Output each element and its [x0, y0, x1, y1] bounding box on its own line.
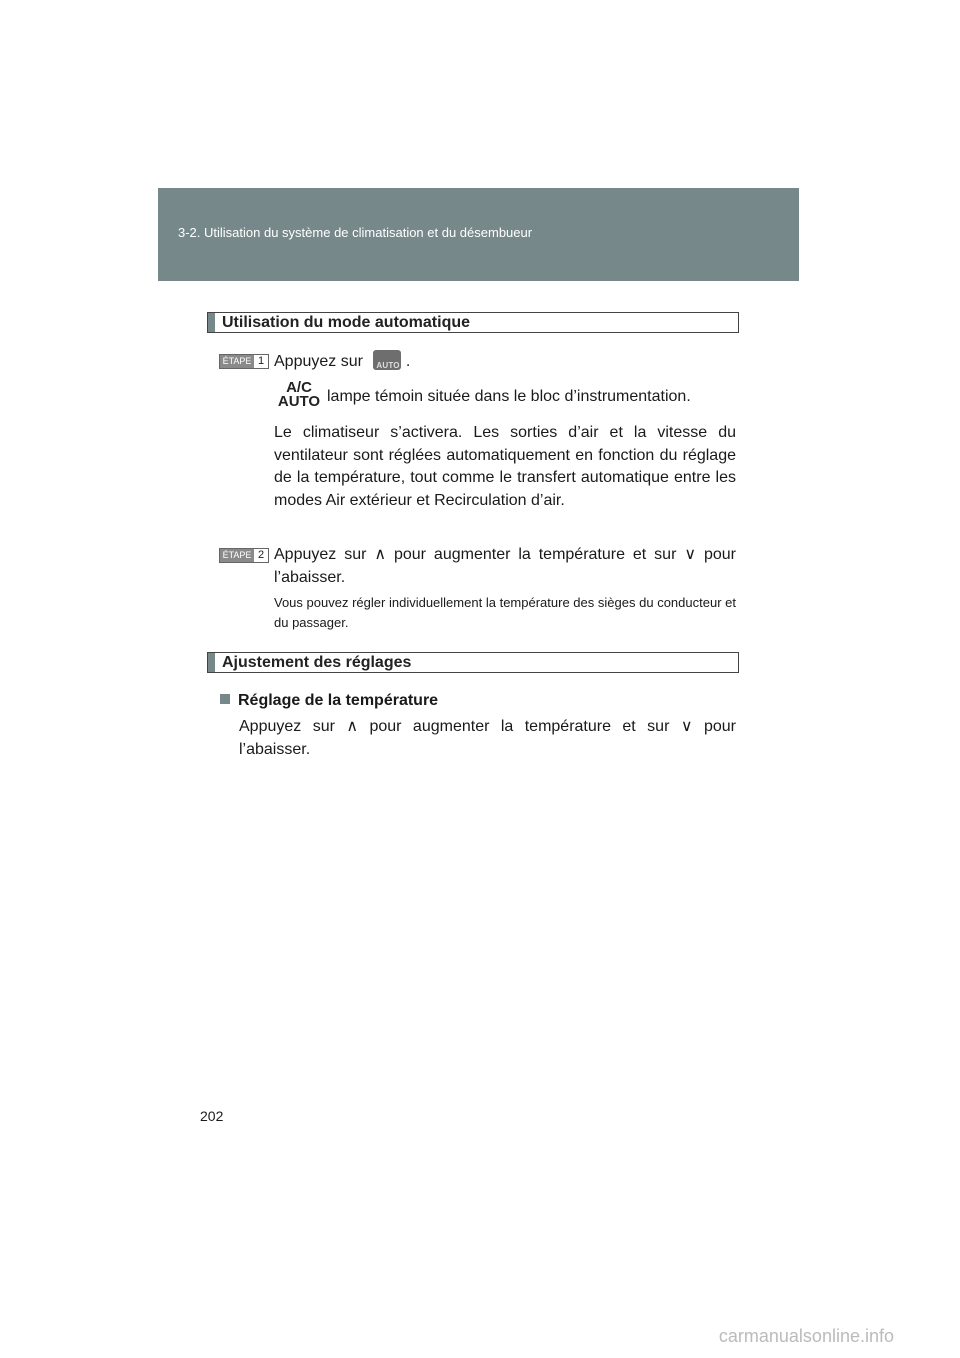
step-1-period: .	[405, 353, 411, 370]
indicator-text: lampe témoin située dans le bloc d’instrumentation.	[327, 388, 691, 405]
bullet-square-icon	[220, 694, 230, 704]
section-title-bar	[208, 653, 215, 672]
section-title-text: Ajustement des réglages	[222, 654, 412, 671]
section-header: 3-2. Utilisation du système de climatisation et du désembueur	[178, 225, 533, 240]
section-title-bar	[208, 313, 215, 332]
step-2-text: Appuyez sur ∧ pour augmenter la température et sur ∨ pour l’abaisser.	[274, 546, 736, 586]
section-title-auto-mode	[207, 312, 739, 333]
step-badge-label: ÉTAPE	[220, 355, 254, 368]
footer-watermark: carmanualsonline.info	[718, 1326, 894, 1346]
step-1-badge	[219, 354, 269, 369]
step-badge-label: ÉTAPE	[220, 549, 254, 562]
temperature-text: Appuyez sur ∧ pour augmenter la température et sur ∨ pour l’abaisser.	[239, 718, 736, 758]
step-badge-number: 1	[257, 355, 265, 367]
step-badge-number: 2	[257, 549, 265, 561]
ac-auto-indicator-icon: A/C AUTO	[277, 379, 321, 410]
section-title-text: Utilisation du mode automatique	[222, 314, 471, 331]
subsection-title: Réglage de la température	[238, 692, 439, 709]
step-2-note: Vous pouvez régler individuellement la température des sièges du conducteur et du passager.	[274, 595, 736, 630]
step-1-text	[274, 350, 736, 374]
header-band	[158, 188, 799, 281]
step-2-badge	[219, 548, 269, 563]
subsection-temperature	[220, 692, 438, 710]
page-number: 202	[200, 1108, 224, 1124]
step-1-instruction: Appuyez sur	[274, 353, 363, 370]
step-1-description: Le climatiseur s’activera. Les sorties d’air et la vitesse du ventilateur sont réglées automatiquement en fonction du réglage de la température, tout comme le transfert automatique entre les modes Air extérieur et Recirculation d’air.	[274, 424, 736, 509]
section-title-settings	[207, 652, 739, 673]
auto-button-icon: AUTO	[373, 350, 401, 370]
